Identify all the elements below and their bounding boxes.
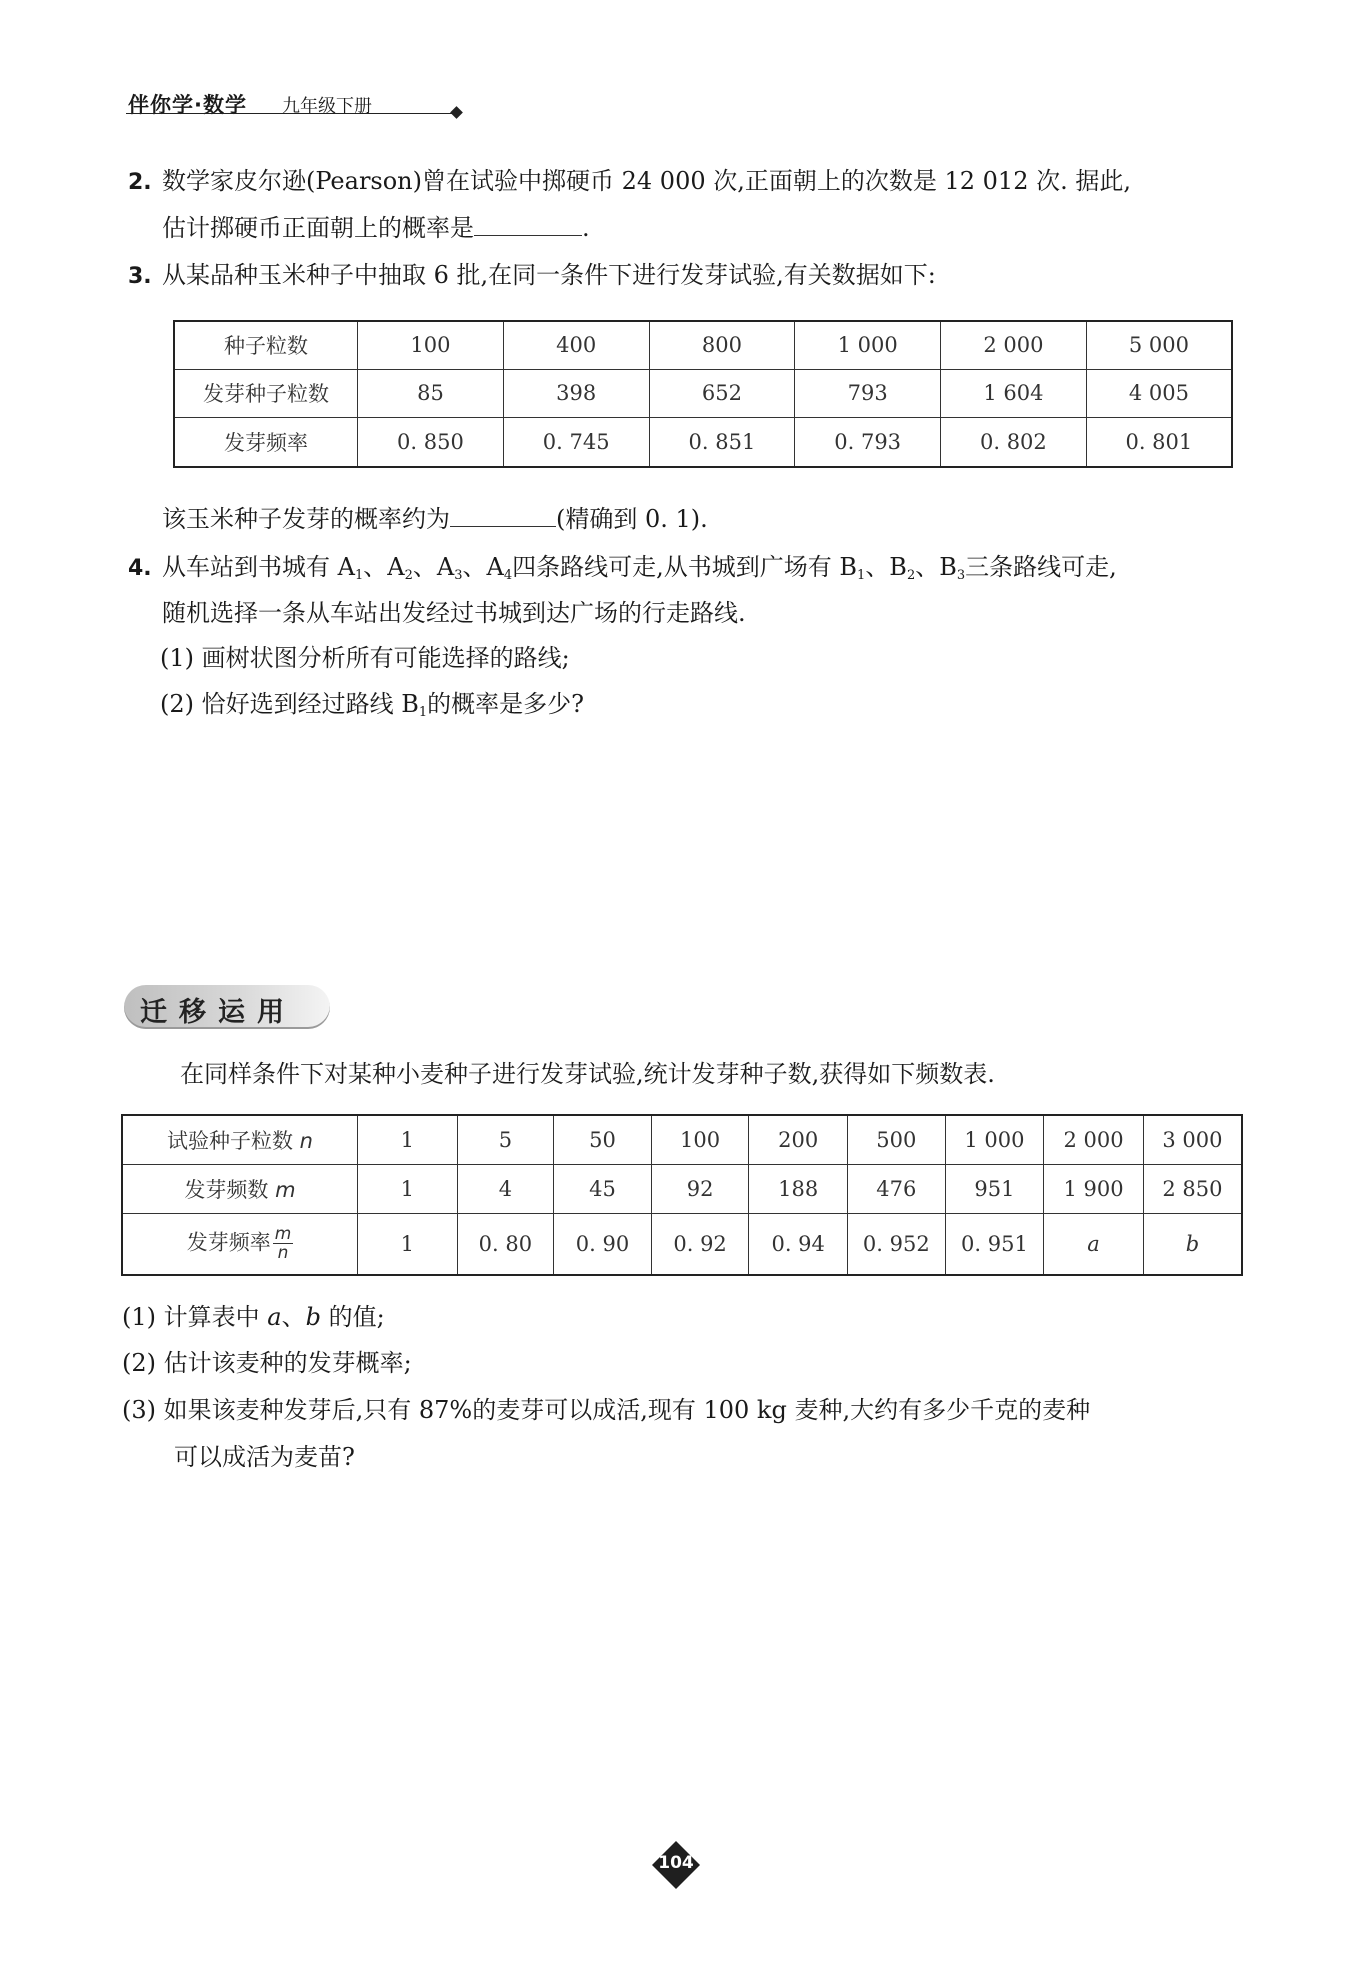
variable-n: n [299, 1128, 313, 1153]
fraction-m-over-n [273, 1225, 294, 1262]
q2-line1 [128, 164, 1131, 200]
table-cell: 0. 850 [358, 417, 504, 467]
corn-seed-table [173, 320, 1233, 468]
transfer-part1-text: 的值; [328, 1303, 385, 1331]
q2-text-1: 数学家皮尔逊(Pearson)曾在试验中掷硬币 24 000 次,正面朝上的次数是 12 012 次. 据此, [162, 167, 1131, 195]
row-header-text: 试验种子粒数 [166, 1128, 293, 1153]
q3-number: 3. [128, 264, 152, 289]
table-cell: 400 [503, 321, 649, 369]
table-cell: 45 [554, 1164, 652, 1213]
table-row [174, 417, 1232, 467]
row-header [122, 1115, 357, 1164]
table-row [174, 369, 1232, 417]
table-cell: 1 604 [941, 369, 1087, 417]
table-cell: 3 000 [1143, 1115, 1242, 1164]
table-cell: 1 000 [945, 1115, 1044, 1164]
table-cell: 0. 80 [457, 1213, 554, 1275]
table-row [122, 1164, 1242, 1213]
table-cell: 1 000 [795, 321, 941, 369]
table-cell: 2 000 [941, 321, 1087, 369]
table-cell: 0. 745 [503, 417, 649, 467]
q3-after [162, 502, 708, 536]
q3-after-text: 该玉米种子发芽的概率约为 [162, 505, 450, 533]
table-cell: 0. 802 [941, 417, 1087, 467]
q3-line1 [128, 258, 936, 294]
q4-part2-text: (2) 恰好选到经过路线 B [160, 690, 419, 718]
subscript: 3 [956, 568, 966, 583]
q4-line1 [128, 550, 1117, 593]
table-cell: 5 000 [1086, 321, 1232, 369]
transfer-part2: (2) 估计该麦种的发芽概率; [122, 1349, 412, 1377]
q4-text: 从车站到书城有 A [162, 553, 355, 581]
subscript: 4 [503, 568, 513, 583]
table-cell: 0. 951 [945, 1213, 1044, 1275]
row-header: 种子粒数 [174, 321, 358, 369]
table-row [122, 1115, 1242, 1164]
q4-number: 4. [128, 556, 152, 581]
row-header [122, 1213, 357, 1275]
row-header: 发芽种子粒数 [174, 369, 358, 417]
subscript: 1 [857, 568, 866, 583]
table-cell: 4 [457, 1164, 554, 1213]
q2-number: 2. [128, 170, 152, 195]
q3-precision: (精确到 0. 1). [556, 505, 708, 533]
table-cell: 0. 94 [749, 1213, 848, 1275]
q4-text: 、A [412, 553, 455, 581]
q2-end: . [582, 214, 590, 242]
table-cell: 1 [357, 1213, 457, 1275]
header-rule [126, 113, 458, 114]
table-cell: 50 [554, 1115, 652, 1164]
q4-text: 、B [915, 553, 957, 581]
q2-text-2: 估计掷硬币正面朝上的概率是 [162, 214, 474, 242]
subscript: 2 [906, 568, 916, 583]
header-brand: 伴你学·数学 [128, 93, 247, 117]
q3-text: 从某品种玉米种子中抽取 6 批,在同一条件下进行发芽试验,有关数据如下: [162, 261, 936, 289]
transfer-intro: 在同样条件下对某种小麦种子进行发芽试验,统计发芽种子数,获得如下频数表. [180, 1060, 995, 1088]
wheat-seed-table [121, 1114, 1243, 1276]
variable-a: a [267, 1303, 282, 1331]
separator: 、 [281, 1303, 306, 1331]
table-cell: 0. 801 [1086, 417, 1232, 467]
q2-line2 [162, 211, 590, 245]
q4-line2: 随机选择一条从车站出发经过书城到达广场的行走路线. [162, 599, 746, 627]
table-cell: 0. 952 [848, 1213, 946, 1275]
fraction-numerator: m [274, 1224, 292, 1245]
table-cell: 0. 793 [795, 417, 941, 467]
table-cell: 188 [749, 1164, 848, 1213]
table-cell: 85 [358, 369, 504, 417]
subscript: 1 [354, 568, 364, 583]
table-cell: 2 000 [1044, 1115, 1144, 1164]
transfer-part3-line2: 可以成活为麦苗? [174, 1443, 355, 1471]
transfer-part3-line1: (3) 如果该麦种发芽后,只有 87%的麦芽可以成活,现有 100 kg 麦种,大约有多少千克的麦种 [122, 1396, 1091, 1424]
q4-text: 、B [865, 553, 907, 581]
table-cell: 476 [848, 1164, 946, 1213]
variable-m: m [275, 1177, 296, 1202]
variable-b: b [305, 1303, 321, 1331]
q3-answer-blank[interactable] [450, 504, 556, 527]
q4-part2 [160, 687, 584, 730]
table-cell: 951 [945, 1164, 1044, 1213]
table-cell: 1 900 [1044, 1164, 1144, 1213]
table-cell: 0. 851 [649, 417, 795, 467]
table-cell: 793 [795, 369, 941, 417]
table-cell-a: a [1044, 1213, 1144, 1275]
q4-text: 、A [462, 553, 504, 581]
q4-text: 四条路线可走,从书城到广场有 B [512, 553, 858, 581]
table-cell: 0. 90 [554, 1213, 652, 1275]
table-cell: 92 [651, 1164, 749, 1213]
transfer-part1-text: (1) 计算表中 [122, 1303, 260, 1331]
table-cell: 4 005 [1086, 369, 1232, 417]
q4-text: 、A [363, 553, 405, 581]
table-row [122, 1213, 1242, 1275]
q4-part1: (1) 画树状图分析所有可能选择的路线; [160, 644, 570, 672]
page-number: 104 [658, 1853, 694, 1873]
table-cell: 800 [649, 321, 795, 369]
table-cell: 1 [357, 1164, 457, 1213]
table-cell: 0. 92 [651, 1213, 749, 1275]
header-grade: 九年级下册 [282, 96, 372, 117]
table-cell: 100 [358, 321, 504, 369]
row-header [122, 1164, 357, 1213]
fraction-denominator: n [277, 1243, 289, 1264]
row-header-text: 发芽频率 [186, 1230, 271, 1255]
row-header: 发芽频率 [174, 417, 358, 467]
subscript: 1 [418, 705, 428, 720]
q4-part2-text: 的概率是多少? [427, 690, 585, 718]
table-cell-b: b [1143, 1213, 1242, 1275]
subscript: 3 [454, 568, 463, 583]
table-cell: 500 [848, 1115, 946, 1164]
table-cell: 200 [749, 1115, 848, 1164]
table-cell: 652 [649, 369, 795, 417]
table-cell: 100 [651, 1115, 749, 1164]
row-header-text: 发芽频数 [184, 1177, 269, 1202]
table-cell: 5 [457, 1115, 554, 1164]
table-cell: 2 850 [1143, 1164, 1242, 1213]
table-row [174, 321, 1232, 369]
subscript: 2 [404, 568, 413, 583]
table-cell: 1 [357, 1115, 457, 1164]
table-cell: 398 [503, 369, 649, 417]
transfer-part1 [122, 1300, 385, 1334]
header-diamond-icon [450, 106, 463, 119]
q4-text: 三条路线可走, [965, 553, 1117, 581]
section-title: 迁移运用 [140, 997, 296, 1028]
q2-answer-blank[interactable] [474, 213, 582, 236]
